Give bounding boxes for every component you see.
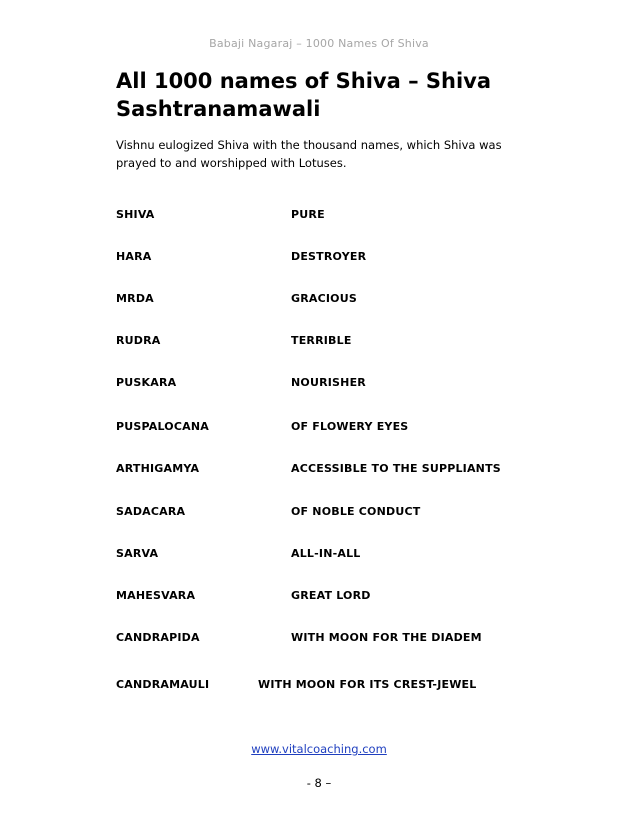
shiva-meaning: DESTROYER xyxy=(291,250,367,263)
list-item xyxy=(0,376,638,392)
page-title: All 1000 names of Shiva – Shiva Sashtranamawali xyxy=(116,69,492,121)
shiva-meaning: PURE xyxy=(291,208,325,221)
shiva-name: SADACARA xyxy=(116,505,186,518)
list-item xyxy=(0,547,638,563)
running-header: Babaji Nagaraj – 1000 Names Of Shiva xyxy=(209,37,429,50)
website-link[interactable]: www.vitalcoaching.com xyxy=(251,742,387,756)
list-item xyxy=(0,420,638,436)
shiva-meaning: ALL-IN-ALL xyxy=(291,547,361,560)
list-item xyxy=(0,631,638,647)
shiva-name: PUSPALOCANA xyxy=(116,420,209,433)
shiva-meaning: OF FLOWERY EYES xyxy=(291,420,409,433)
list-item xyxy=(0,462,638,478)
list-item xyxy=(0,505,638,521)
shiva-meaning: NOURISHER xyxy=(291,376,366,389)
intro-paragraph: Vishnu eulogized Shiva with the thousand names, which Shiva was prayed to and worshipped with Lotuses. xyxy=(116,138,502,170)
shiva-meaning: TERRIBLE xyxy=(291,334,352,347)
list-item xyxy=(0,334,638,350)
shiva-name: SHIVA xyxy=(116,208,155,221)
shiva-meaning: GRACIOUS xyxy=(291,292,357,305)
list-item xyxy=(0,589,638,605)
shiva-name: CANDRAMAULI xyxy=(116,678,210,691)
list-item xyxy=(0,250,638,266)
list-item xyxy=(0,292,638,308)
shiva-name: MAHESVARA xyxy=(116,589,196,602)
shiva-name: CANDRAPIDA xyxy=(116,631,200,644)
shiva-name: ARTHIGAMYA xyxy=(116,462,200,475)
shiva-meaning: WITH MOON FOR THE DIADEM xyxy=(291,631,482,644)
shiva-meaning: WITH MOON FOR ITS CREST-JEWEL xyxy=(258,678,477,691)
page-number: - 8 – xyxy=(306,776,332,790)
shiva-meaning: ACCESSIBLE TO THE SUPPLIANTS xyxy=(291,462,501,475)
list-item xyxy=(0,678,638,694)
shiva-name: SARVA xyxy=(116,547,159,560)
list-item xyxy=(0,208,638,224)
shiva-name: MRDA xyxy=(116,292,154,305)
shiva-name: HARA xyxy=(116,250,152,263)
shiva-name: RUDRA xyxy=(116,334,161,347)
shiva-name: PUSKARA xyxy=(116,376,177,389)
shiva-meaning: GREAT LORD xyxy=(291,589,371,602)
shiva-meaning: OF NOBLE CONDUCT xyxy=(291,505,421,518)
